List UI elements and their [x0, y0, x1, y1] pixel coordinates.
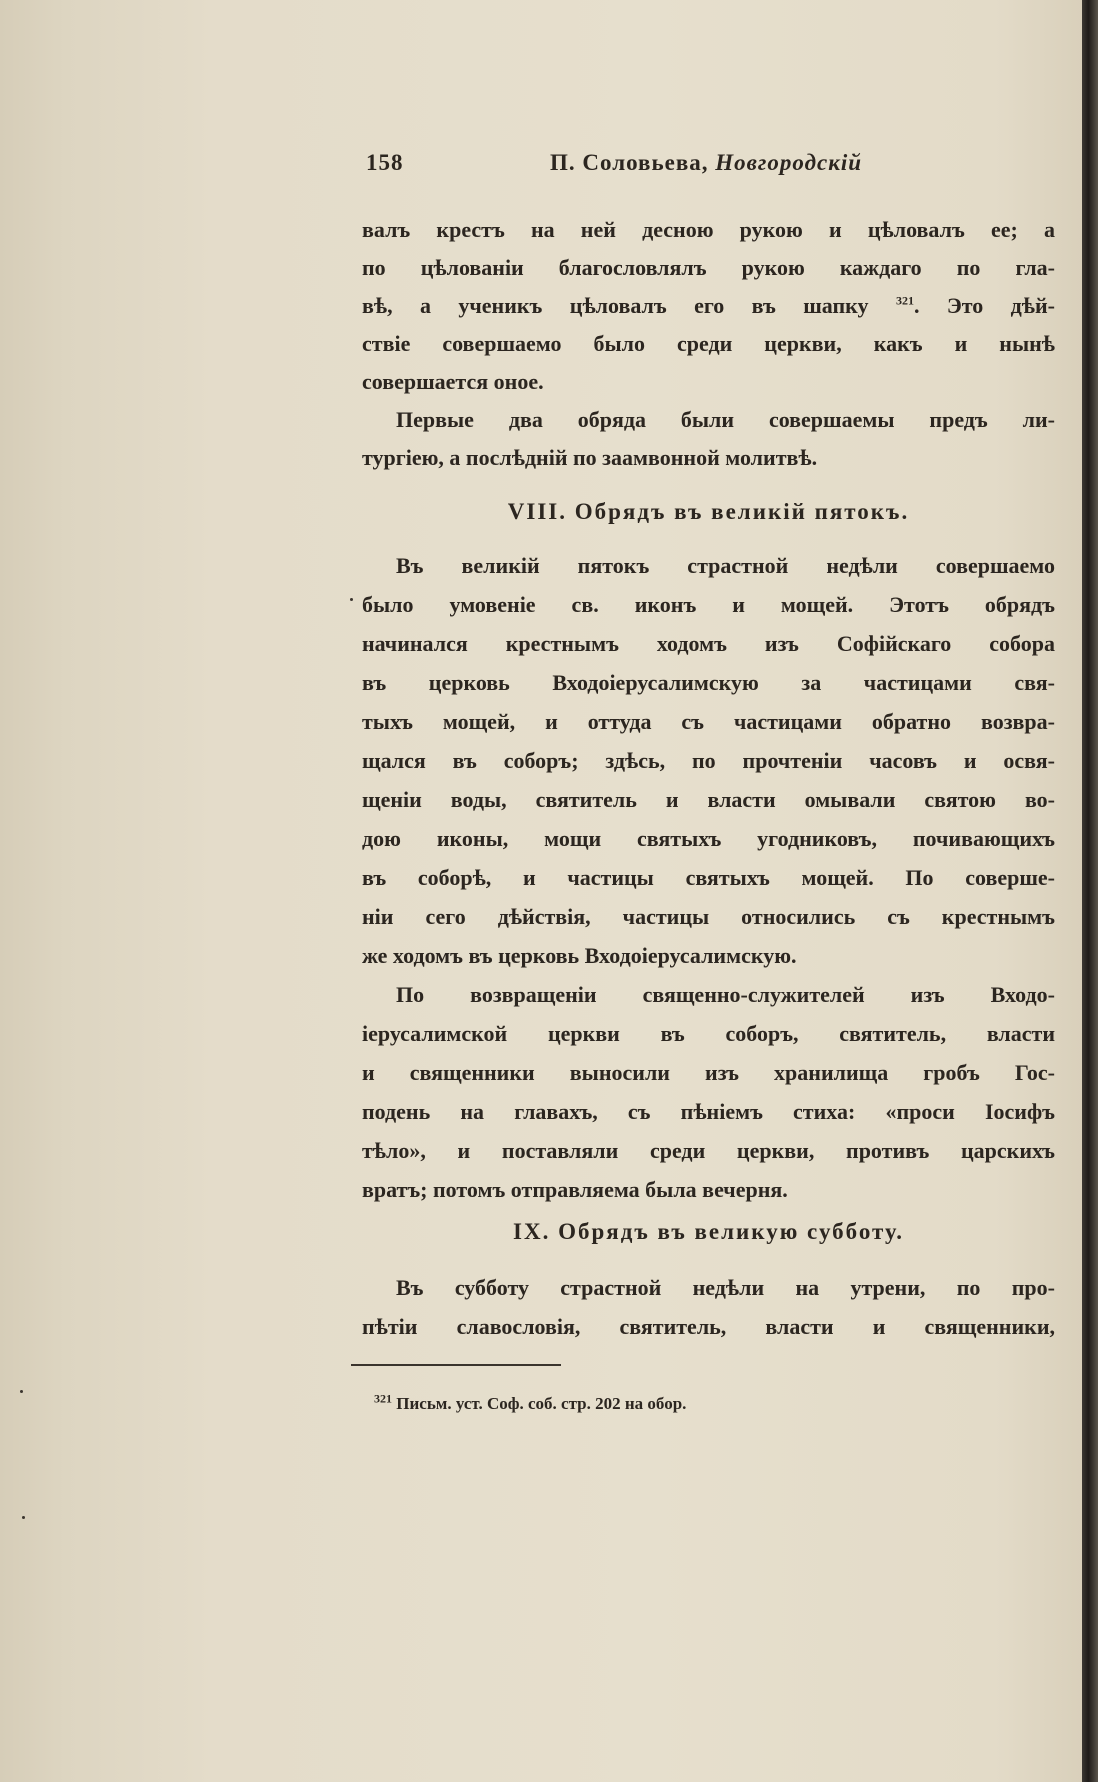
running-title [550, 150, 862, 176]
text-line: Въ субботу страстной недѣли на утрени, по про- [396, 1275, 1055, 1300]
book-spine-edge [1082, 0, 1098, 1782]
text-line: вратъ; потомъ отправляема была вечерня. [362, 1177, 788, 1202]
margin-speck [22, 1516, 25, 1519]
text-line: щался въ соборъ; здѣсь, по прочтеніи часовъ и освя- [362, 748, 1055, 773]
text-fragment: вѣ, а ученикъ цѣловалъ его въ шапку [362, 293, 869, 318]
text-line: же ходомъ въ церковь Входоіерусалимскую. [362, 943, 797, 968]
footnote-number: 321 [374, 1391, 392, 1406]
text-line: начинался крестнымъ ходомъ изъ Софійскаго собора [362, 631, 1055, 656]
text-line: дою иконы, мощи святыхъ угодниковъ, почивающихъ [362, 826, 1055, 851]
text-line: подень на главахъ, съ пѣніемъ стиха: «проси Іосифъ [362, 1099, 1055, 1124]
text-line: въ соборѣ, и частицы святыхъ мощей. По соверше- [362, 865, 1055, 890]
text-line: валъ крестъ на ней десною рукою и цѣловалъ ее; а [362, 217, 1055, 242]
text-line: іерусалимской церкви въ соборъ, святитель, власти [362, 1021, 1055, 1046]
text-line: было умовеніе св. иконъ и мощей. Этотъ обрядъ [362, 592, 1055, 617]
text-line: ніи сего дѣйствія, частицы относились съ крестнымъ [362, 904, 1055, 929]
text-line: въ церковь Входоіерусалимскую за частицами свя- [362, 670, 1055, 695]
text-line: тургіею, а послѣдній по заамвонной молитвѣ. [362, 445, 818, 470]
margin-speck [20, 1390, 23, 1393]
footnote [374, 1391, 974, 1422]
margin-speck [350, 598, 353, 601]
text-line: по цѣлованіи благословлялъ рукою каждаго по гла- [362, 255, 1055, 280]
footnote-text: Письм. уст. Соф. соб. стр. 202 на обор. [396, 1394, 687, 1413]
text-line: Первые два обряда были совершаемы предъ ли- [396, 407, 1055, 432]
header-author: П. Соловьева, [550, 150, 709, 175]
text-line: щеніи воды, святитель и власти омывали святою во- [362, 787, 1055, 812]
text-line: Въ великій пятокъ страстной недѣли совершаемо [396, 553, 1055, 578]
text-line-with-footnote-ref [362, 288, 1055, 324]
header-title: Новгородскій [715, 150, 863, 175]
text-line: ствіе совершаемо было среди церкви, какъ и нынѣ [362, 331, 1055, 356]
section-heading-viii: VIII. Обрядъ въ великій пятокъ. [507, 499, 910, 524]
section-heading-ix: IX. Обрядъ въ великую субботу. [513, 1219, 904, 1244]
footnote-ref: 321 [895, 293, 914, 308]
text-line: По возвращеніи священно-служителей изъ Входо- [396, 982, 1055, 1007]
text-fragment: . Это дѣй- [913, 293, 1056, 318]
text-line: пѣтіи славословія, святитель, власти и священники, [362, 1314, 1055, 1339]
text-line: тѣло», и поставляли среди церкви, противъ царскихъ [362, 1138, 1055, 1163]
text-line: совершается оное. [362, 369, 544, 394]
running-header [366, 150, 886, 186]
text-line: и священники выносили изъ хранилища гробъ Гос- [362, 1060, 1055, 1085]
footnote-divider [351, 1364, 561, 1366]
page-number: 158 [366, 150, 404, 175]
text-line: тыхъ мощей, и оттуда съ частицами обратно возвра- [362, 709, 1055, 734]
